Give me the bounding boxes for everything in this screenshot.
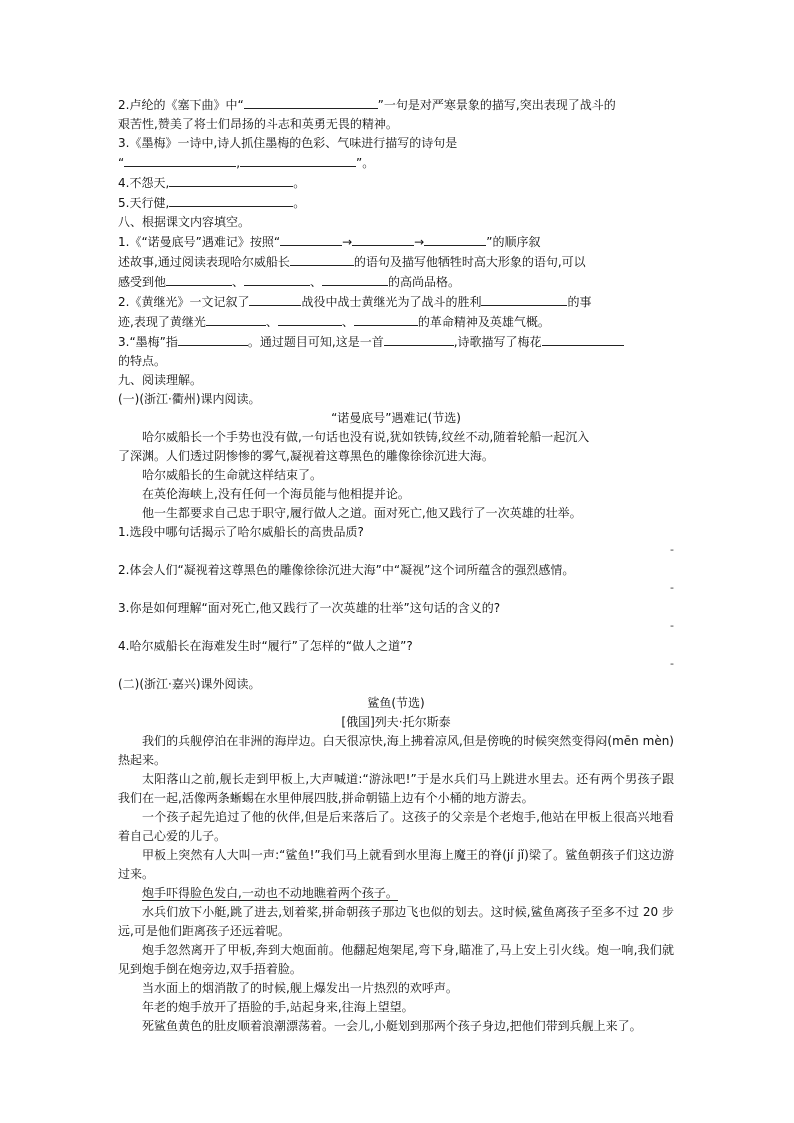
answer-blank[interactable] [322,272,388,286]
reading-question-4: 4.哈尔威船长在海难发生时“履行”了怎样的“做人之道”? [118,639,413,653]
answer-blank[interactable] [244,272,310,286]
passage-1-para-4: 他一生都要求自己忠于职守,履行做人之道。面对死亡,他又践行了一次英雄的壮举。 [142,506,582,520]
question-2-line-1 [118,95,674,115]
section-8-q1-line-1: 1.《“诺曼底号”遇难记》按照“ → → ”的顺序叙 [118,232,674,252]
passage-2-author: [俄国]列夫·托尔斯泰 [341,715,451,729]
reading-question-1: 1.选段中哪句话揭示了哈尔威船长的高贵品质? [118,525,364,539]
answer-blank[interactable] [481,292,567,306]
answer-blank[interactable] [124,153,236,167]
answer-blank[interactable] [169,173,293,187]
answer-blank[interactable] [178,332,248,346]
passage-1-para-3: 在英伦海峡上,没有任何一个海员能与他相提并论。 [142,487,410,501]
passage-2-para-3: 一个孩子起先追过了他的伙伴,但是后来落后了。这孩子的父亲是个老炮手,他站在甲板上很高兴地看着自己心爱的儿子。 [118,810,674,843]
passage-2-para-7: 炮手忽然离开了甲板,奔到大炮面前。他翻起炮架尾,弯下身,瞄准了,马上安上引火线。炮一响,我们就见到炮手倒在炮旁边,双手捂着脸。 [118,943,674,976]
question-2-line-2: 艰苦性,赞美了将士们昂扬的斗志和英勇无畏的精神。 [118,117,398,131]
reading-question-3: 3.你是如何理解“面对死亡,他又践行了一次英雄的壮举”这句话的含义的? [118,601,501,615]
passage-2-para-8: 当水面上的烟消散了的时候,舰上爆发出一片热烈的欢呼声。 [142,981,458,995]
passage-2-para-6: 水兵们放下小艇,跳了进去,划着桨,拼命朝孩子那边飞也似的划去。这时候,鲨鱼离孩子至多不过 20 步远,可是他们距离孩子还远着呢。 [118,905,674,938]
passage-1-para-1-line-2: 了深渊。人们透过阴惨惨的雾气,凝视着这尊黑色的雕像徐徐沉进大海。 [118,449,494,463]
question-2-text-cont: ”一句是对严寒景象的描写,突出表现了战斗的 [377,98,616,112]
section-8-q3-line-1: 3.“墨梅”指 。通过题目可知,这是一首 ,诗歌描写了梅花 [118,332,674,352]
passage-2-source: (二)(浙江·嘉兴)课外阅读。 [118,677,261,691]
worksheet-page [118,95,674,1036]
passage-1-para-2: 哈尔威船长的生命就这样结束了。 [142,468,323,482]
section-8-q2-line-1: 2.《黄继光》一文记叙了 战役中战士黄继光为了战斗的胜利 的事 [118,292,674,312]
answer-blank[interactable] [290,252,354,266]
answer-blank[interactable] [166,272,232,286]
section-9-title: 九、阅读理解。 [118,373,203,387]
answer-blank[interactable] [169,193,293,207]
section-8-title: 八、根据课文内容填空。 [118,215,251,229]
passage-2-para-9: 年老的炮手放开了捂脸的手,站起身来,往海上望望。 [142,1000,414,1014]
answer-blank[interactable] [384,332,454,346]
question-2-text: 2.卢纶的《塞下曲》中“ [118,98,244,112]
answer-blank[interactable] [249,292,301,306]
passage-1-source: (一)(浙江·衢州)课内阅读。 [118,392,261,406]
answer-blank[interactable] [244,95,378,109]
section-8-q3-line-2: 的特点。 [118,354,167,368]
passage-2-para-10: 死鲨鱼黄色的肚皮顺着浪潮漂荡着。一会儿,小艇划到那两个孩子身边,把他们带到兵舰上来了。 [142,1019,642,1033]
section-8-q1-line-3: 感受到他 、 、 的高尚品格。 [118,272,674,292]
answer-blank[interactable] [354,312,418,326]
passage-2-para-5-underlined: 炮手吓得脸色发白,一动也不动地瞧着两个孩子。 [142,886,398,900]
answer-blank[interactable] [240,153,356,167]
answer-space-1[interactable]: - [670,543,674,556]
reading-question-2: 2.体会人们“凝视着这尊黑色的雕像徐徐沉进大海”中“凝视”这个词所蕴含的强烈感情。 [118,563,575,577]
answer-blank[interactable] [542,332,624,346]
question-4: 4.不怨天, 。 [118,173,674,193]
answer-blank[interactable] [206,312,266,326]
section-8-q2-line-2: 迹,表现了黄继光 、 、 的革命精神及英雄气概。 [118,312,674,332]
passage-2-para-4: 甲板上突然有人大叫一声:“鲨鱼!”我们马上就看到水里海上魔王的脊(jí jǐ)梁了。鲨鱼朝孩子们这边游过来。 [118,848,674,881]
answer-blank[interactable] [280,232,342,246]
passage-2-para-2: 太阳落山之前,舰长走到甲板上,大声喊道:“游泳吧!”于是水兵们马上跳进水里去。还有两个男孩子跟我们在一起,活像两条蜥蜴在水里伸展四肢,拼命朝锚上边有个小桶的地方游去。 [118,772,674,805]
question-5: 5.天行健, 。 [118,193,674,213]
passage-2-para-1: 我们的兵舰停泊在非洲的海岸边。白天很凉快,海上拂着凉风,但是傍晚的时候突然变得闷(mēn mèn)热起来。 [118,734,674,767]
answer-space-2[interactable]: - [670,581,674,594]
answer-blank[interactable] [424,232,486,246]
section-8-q1-line-2: 述故事,通过阅读表现哈尔威船长 的语句及描写他牺牲时高大形象的语句,可以 [118,252,674,272]
answer-space-3[interactable]: - [670,619,674,632]
question-3-line-2: “ , ”。 [118,153,674,173]
answer-blank[interactable] [278,312,342,326]
passage-2-title: 鲨鱼(节选) [367,696,425,710]
answer-blank[interactable] [352,232,414,246]
passage-1-title: “诺曼底号”遇难记(节选) [331,411,461,425]
question-3-line-1: 3.《墨梅》一诗中,诗人抓住墨梅的色彩、气味进行描写的诗句是 [118,136,458,150]
answer-space-4[interactable]: - [670,657,674,670]
passage-1-para-1-line-1: 哈尔威船长一个手势也没有做,一句话也没有说,犹如铁铸,纹丝不动,随着轮船一起沉入 [142,430,590,444]
